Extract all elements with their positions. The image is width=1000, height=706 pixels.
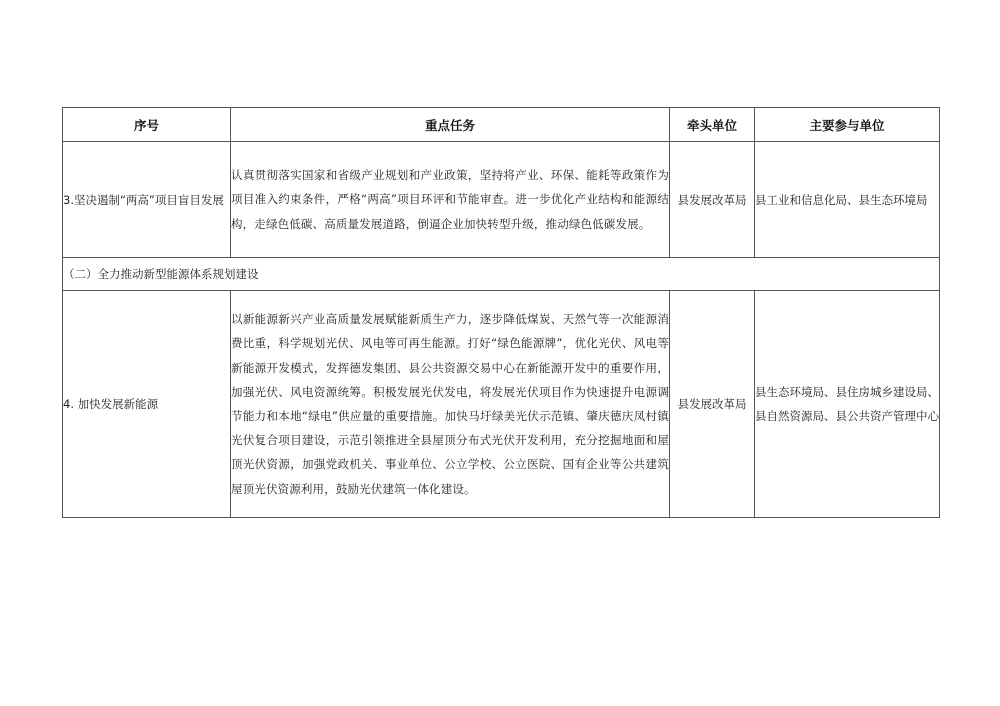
task-table (62, 107, 940, 518)
table-row (63, 142, 940, 258)
header-task: 重点任务 (231, 108, 670, 142)
row-task: 以新能源新兴产业高质量发展赋能新质生产力，逐步降低煤炭、天然气等一次能源消费比重，科学规划光伏、风电等可再生能源。打好“绿色能源牌”，优化光伏、风电等新能源开发模式，发挥德发集团、县公共资源交易中心在新能源开发中的重要作用，加强光伏、风电资源统筹。积极发展光伏发电，将发展光伏项目作为快速提升电源调节能力和本地“绿电”供应量的重要措施。加快马圩绿美光伏示范镇、肇庆德庆凤村镇光伏复合项目建设，示范引领推进全县屋顶分布式光伏开发利用，充分挖掘地面和屋顶光伏资源，加强党政机关、事业单位、公立学校、公立医院、国有企业等公共建筑屋顶光伏资源利用，鼓励光伏建筑一体化建设。 (231, 291, 670, 518)
row-lead: 县发展改革局 (670, 142, 755, 258)
row-seq: 3.坚决遏制“两高”项目盲目发展 (63, 142, 231, 258)
section-heading: （二）全力推动新型能源体系规划建设 (63, 258, 940, 291)
row-participants: 县工业和信息化局、县生态环境局 (755, 142, 940, 258)
header-row (63, 108, 940, 142)
section-row (63, 258, 940, 291)
row-task: 认真贯彻落实国家和省级产业规划和产业政策，坚持将产业、环保、能耗等政策作为项目准入约束条件，严格“两高”项目环评和节能审查。进一步优化产业结构和能源结构，走绿色低碳、高质量发展道路，倒逼企业加快转型升级，推动绿色低碳发展。 (231, 142, 670, 258)
table-row (63, 291, 940, 518)
header-participants: 主要参与单位 (755, 108, 940, 142)
header-seq: 序号 (63, 108, 231, 142)
row-lead: 县发展改革局 (670, 291, 755, 518)
row-participants: 县生态环境局、县住房城乡建设局、县自然资源局、县公共资产管理中心 (755, 291, 940, 518)
header-lead: 牵头单位 (670, 108, 755, 142)
row-seq: 4. 加快发展新能源 (63, 291, 231, 518)
